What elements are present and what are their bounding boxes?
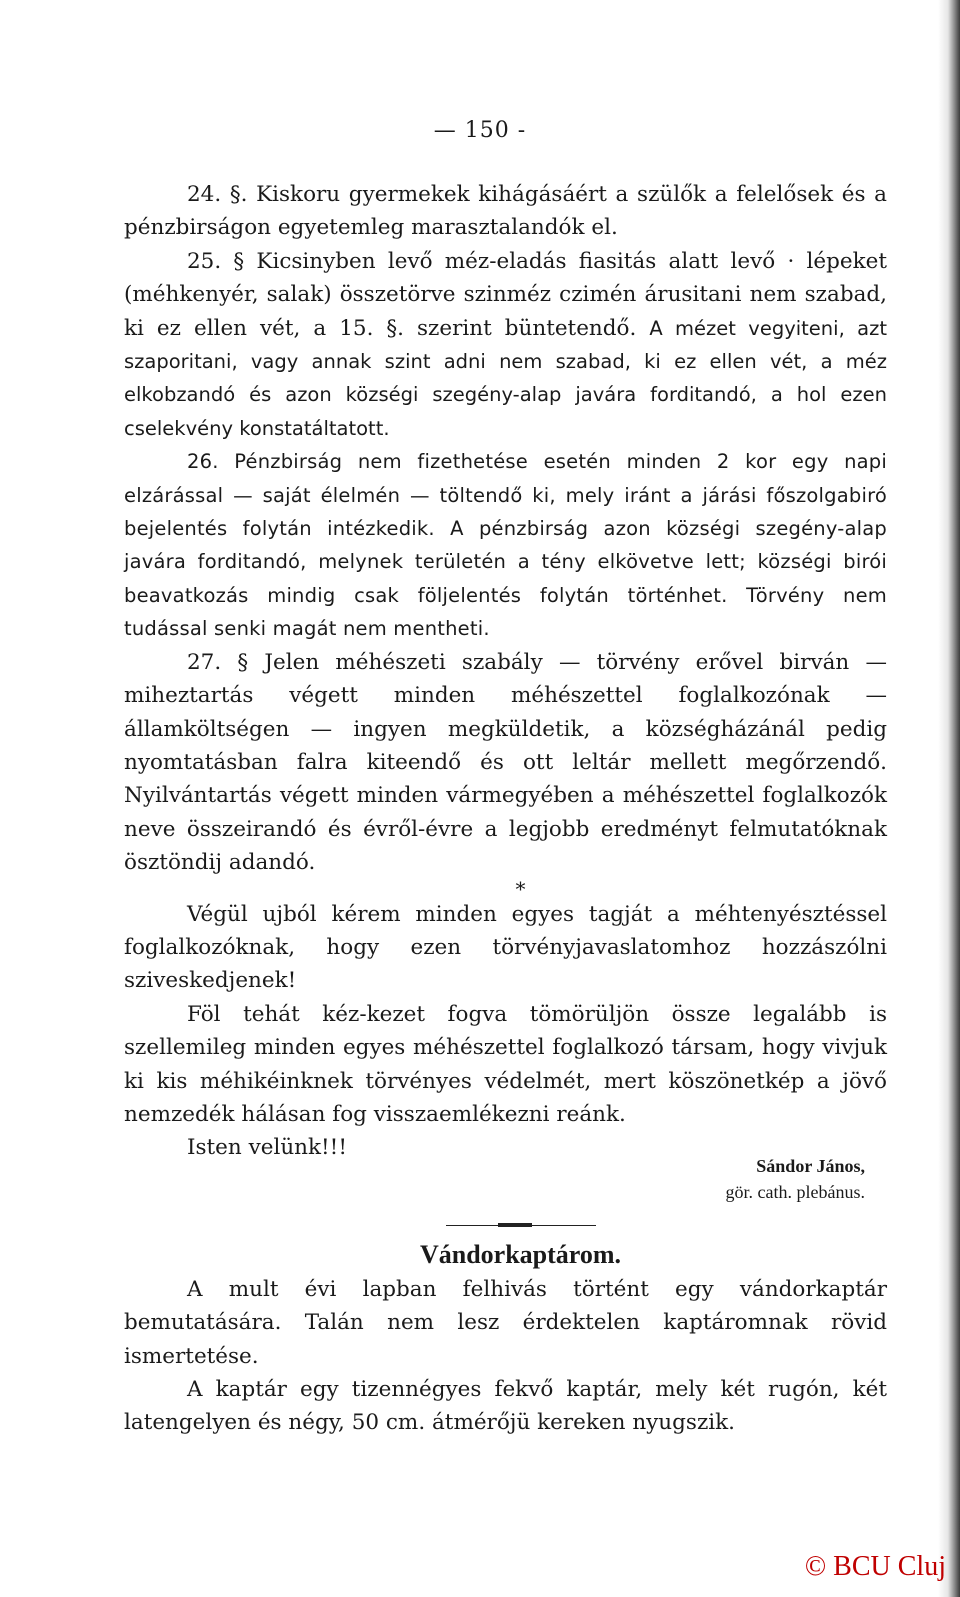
section-heading: Vándorkaptárom.	[419, 1239, 622, 1269]
section-separator-asterisk: *	[515, 876, 526, 901]
closing-paragraph-2: Föl tehát kéz-kezet fogva tömörüljön össze legalább is szellemileg minden egyes méhészettel foglalkozó társam, hogy vivjuk ki kis méhikéinknek törvényes védelmét, mert köszönetkép a jövő nemzedék hálásan fog visszaemlékezni reánk.	[124, 1001, 887, 1127]
body-text	[124, 178, 887, 1440]
divider-bar	[498, 1223, 532, 1227]
closing-paragraph-1: Végül ujból kérem minden egyes tagját a méhtenyésztéssel foglalkozóknak, hogy ezen törvényjavaslatomhoz hozzászólni sziveskedjenek!	[124, 901, 887, 994]
signature-name: Sándor János,	[756, 1155, 865, 1176]
paragraph-25-part-a: 25. § Kicsinyben levő méz-eladás fiasitás alatt levő · lépeket (méhkenyér, salak) összetörve szinméz czimén árusitani nem szabad, ki ez ellen vét, a 15. §. szerint büntetendő.	[124, 248, 887, 341]
library-watermark: © BCU Cluj	[804, 1551, 946, 1582]
paragraph-25-part-b: A mézet vegyiteni, azt szaporitani, vagy annak szint adni nem szabad, ki ez ellen vét, a méz elkobzandó és azon községi szegény-alap javára forditandó, a hol ezen cselekvény konstatáltatott.	[124, 316, 887, 440]
paragraph-24: 24. §. Kiskoru gyermekek kihágásáért a szülők a felelősek és a pénzbirságon egyetemleg marasztalandók el.	[124, 182, 887, 241]
page-number: — 150 -	[433, 118, 527, 143]
section-paragraph-1: A mult évi lapban felhivás történt egy vándorkaptár bemutatására. Talán nem lesz érdektelen kaptáromnak rövid ismertetése.	[124, 1276, 887, 1369]
page-edge-shadow	[938, 0, 960, 1597]
paragraph-26: 26. Pénzbirság nem fizethetése esetén minden 2 kor egy napi elzárással — saját élelmén — töltendő ki, mely iránt a járási főszolgabiró bejelentés folytán intézkedik. A pénzbirság azon községi szegény-alap javára forditandó, melynek területén a tény elkövetve lett; községi birói beavatkozás mindig csak följelentés folytán történhet. Törvény nem tudással senki magát nem mentheti.	[124, 450, 887, 641]
section-divider	[446, 1221, 596, 1229]
paragraph-27: 27. § Jelen méhészeti szabály — törvény erővel birván — miheztartás végett minden méhészettel foglalkozónak — államköltségen — ingyen megküldetik, a községházánál pedig nyomtatásban falra kiteendő és ott leltár mellett megőrzendő. Nyilvántartás végett minden vármegyében a méhészettel foglalkozók neve összeirandó és évről-évre a legjobb eredményt felmutatóknak ösztöndij adandó.	[124, 649, 887, 876]
section-paragraph-2: A kaptár egy tizennégyes fekvő kaptár, mely két rugón, két latengelyen és négy, 50 cm. átmérőjü kereken nyugszik.	[124, 1377, 887, 1436]
signature-title: gör. cath. plebánus.	[725, 1181, 865, 1202]
paragraph-25	[124, 245, 887, 445]
closing-paragraph-3: Isten velünk!!!	[187, 1135, 347, 1161]
